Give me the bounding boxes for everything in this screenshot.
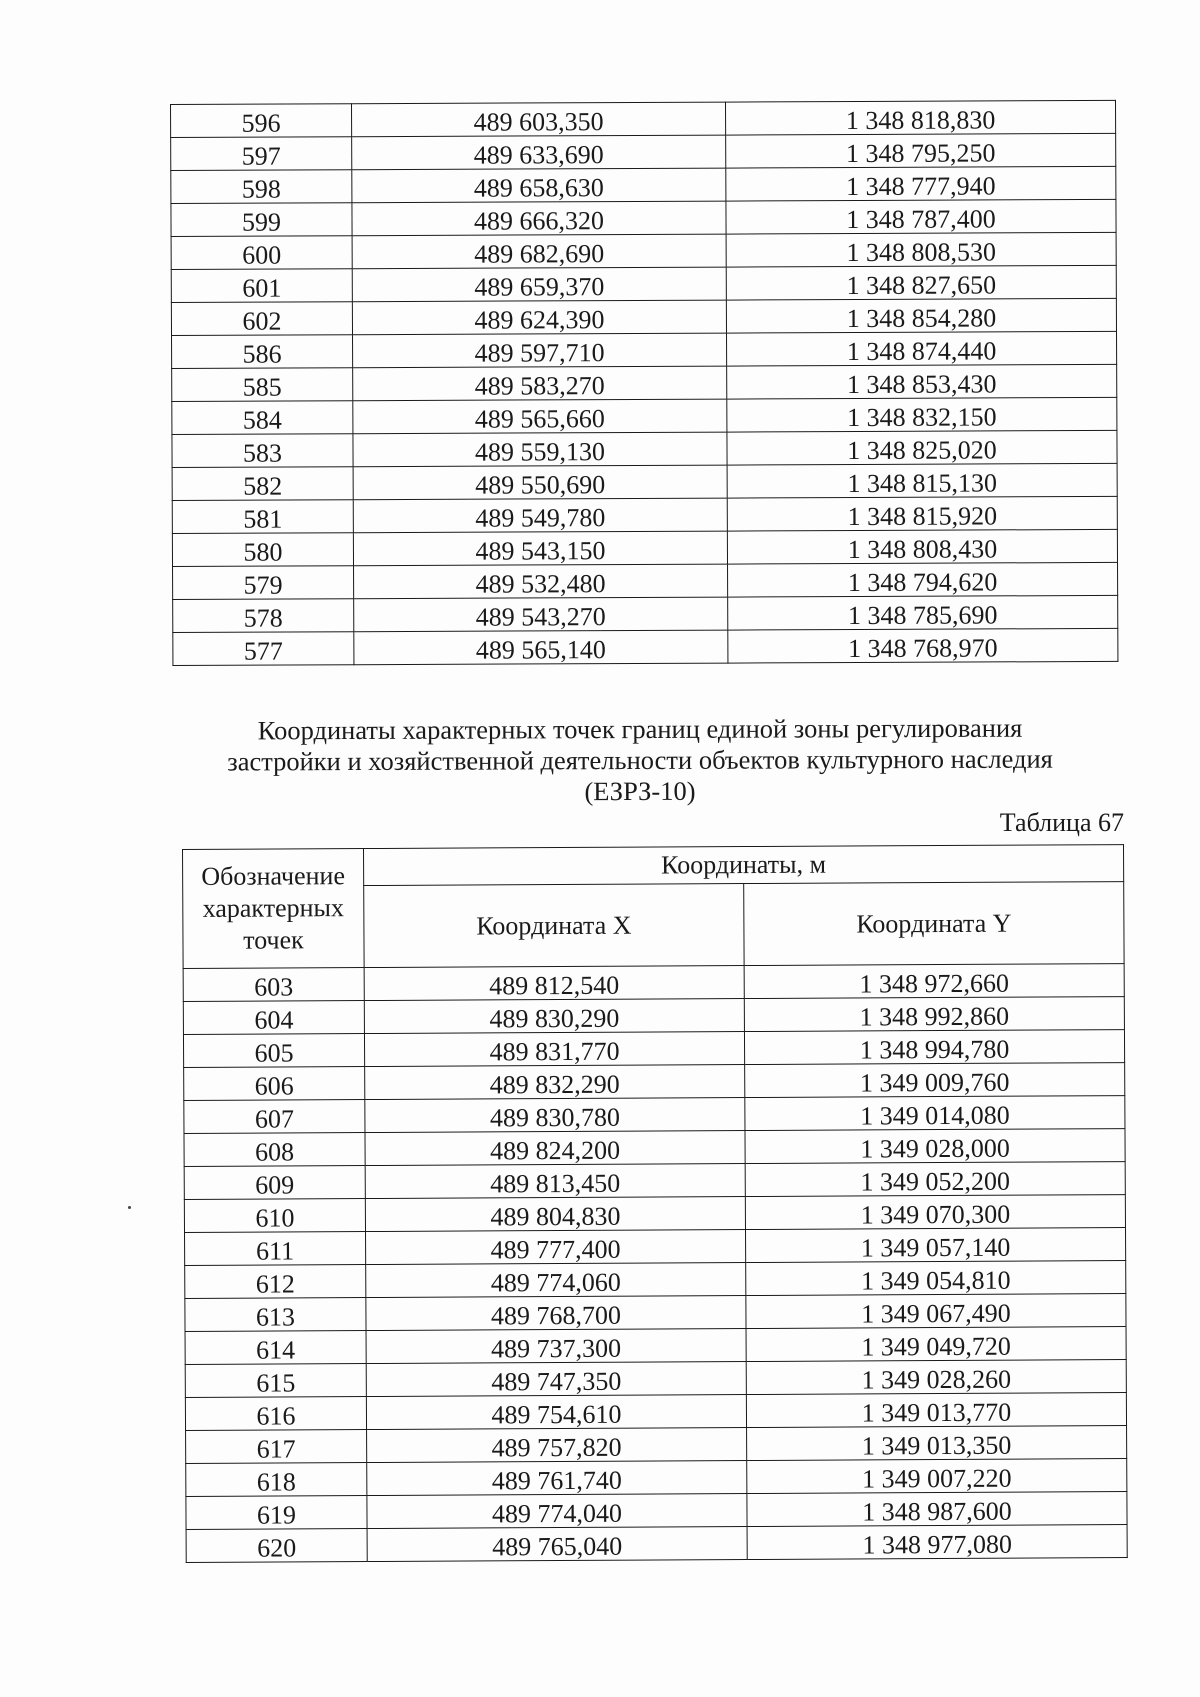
point-number-cell: 620 xyxy=(186,1529,367,1563)
header-coordinate-x: Координата X xyxy=(364,884,744,968)
coordinate-y-cell: 1 348 777,940 xyxy=(726,166,1116,201)
table-row xyxy=(172,397,1117,434)
table-row xyxy=(186,1492,1127,1530)
coordinate-x-cell: 489 774,040 xyxy=(367,1494,747,1529)
point-number-cell: 617 xyxy=(186,1430,367,1464)
coordinate-y-cell: 1 348 815,920 xyxy=(727,496,1117,531)
coordinate-x-cell: 489 658,630 xyxy=(352,168,726,203)
coordinate-y-cell: 1 348 874,440 xyxy=(727,331,1117,366)
point-number-cell: 597 xyxy=(171,137,352,171)
table-row xyxy=(184,1096,1125,1134)
coordinate-y-cell: 1 348 818,830 xyxy=(725,100,1115,135)
coordinates-table-continued-body xyxy=(171,100,1118,665)
coordinate-x-cell: 489 565,660 xyxy=(353,399,727,434)
header-point-designation xyxy=(183,849,365,969)
point-number-cell: 603 xyxy=(183,968,364,1002)
coordinate-y-cell: 1 348 853,430 xyxy=(727,364,1117,399)
point-number-cell: 582 xyxy=(172,467,353,501)
table-row xyxy=(184,1063,1125,1101)
coordinates-table-67-body xyxy=(183,964,1127,1563)
coordinate-y-cell: 1 349 014,080 xyxy=(745,1096,1125,1131)
header-point-designation-line-2: характерных xyxy=(202,893,345,924)
coordinates-table-67 xyxy=(182,844,1128,1563)
table-row xyxy=(186,1459,1127,1497)
point-number-cell: 579 xyxy=(173,566,354,600)
coordinate-y-cell: 1 348 785,690 xyxy=(728,595,1118,630)
coordinate-x-cell: 489 830,290 xyxy=(364,999,744,1034)
table-row xyxy=(185,1228,1126,1266)
point-number-cell: 584 xyxy=(172,401,353,435)
table-row xyxy=(171,265,1116,302)
point-number-cell: 602 xyxy=(171,302,352,336)
coordinate-y-cell: 1 348 972,660 xyxy=(744,964,1124,999)
coordinate-x-cell: 489 768,700 xyxy=(366,1296,746,1331)
table-row xyxy=(183,997,1124,1035)
coordinate-y-cell: 1 348 992,860 xyxy=(744,997,1124,1032)
coordinate-x-cell: 489 666,320 xyxy=(352,201,726,236)
table-row xyxy=(172,331,1117,368)
coordinate-y-cell: 1 349 054,810 xyxy=(746,1261,1126,1296)
table-row xyxy=(185,1294,1126,1332)
scan-speck xyxy=(128,1206,131,1209)
coordinate-x-cell: 489 583,270 xyxy=(353,366,727,401)
point-number-cell: 577 xyxy=(173,632,354,666)
coordinate-x-cell: 489 559,130 xyxy=(353,432,727,467)
coordinate-x-cell: 489 603,350 xyxy=(352,102,726,137)
table-row xyxy=(184,1129,1125,1167)
coordinate-y-cell: 1 348 987,600 xyxy=(747,1492,1127,1527)
section-heading-line-1: Координаты характерных точек границ единой зоны регулирования xyxy=(257,712,1023,746)
coordinate-y-cell: 1 348 768,970 xyxy=(728,628,1118,663)
coordinate-x-cell: 489 543,270 xyxy=(354,597,728,632)
coordinate-y-cell: 1 349 013,770 xyxy=(746,1393,1126,1428)
table-row xyxy=(185,1360,1126,1398)
coordinate-y-cell: 1 349 028,000 xyxy=(745,1129,1125,1164)
coordinate-y-cell: 1 348 808,430 xyxy=(727,529,1117,564)
point-number-cell: 581 xyxy=(172,500,353,534)
header-coordinates-m: Координаты, м xyxy=(364,845,1124,886)
coordinate-x-cell: 489 813,450 xyxy=(365,1164,745,1199)
coordinate-x-cell: 489 659,370 xyxy=(352,267,726,302)
table-row xyxy=(171,199,1116,236)
coordinate-y-cell: 1 349 070,300 xyxy=(745,1195,1125,1230)
coordinate-x-cell: 489 804,830 xyxy=(365,1197,745,1232)
coordinate-x-cell: 489 549,780 xyxy=(353,498,727,533)
table-row xyxy=(172,496,1117,533)
coordinate-y-cell: 1 348 832,150 xyxy=(727,397,1117,432)
coordinate-x-cell: 489 774,060 xyxy=(366,1263,746,1298)
coordinate-y-cell: 1 349 057,140 xyxy=(746,1228,1126,1263)
table-row xyxy=(186,1426,1127,1464)
coordinate-x-cell: 489 747,350 xyxy=(366,1362,746,1397)
point-number-cell: 585 xyxy=(172,368,353,402)
point-number-cell: 586 xyxy=(172,335,353,369)
coordinate-y-cell: 1 348 787,400 xyxy=(726,199,1116,234)
coordinate-x-cell: 489 550,690 xyxy=(353,465,727,500)
point-number-cell: 600 xyxy=(171,236,352,270)
coordinate-y-cell: 1 349 067,490 xyxy=(746,1294,1126,1329)
point-number-cell: 615 xyxy=(185,1364,366,1398)
table-row xyxy=(171,298,1116,335)
coordinate-x-cell: 489 543,150 xyxy=(353,531,727,566)
header-coordinate-y: Координата Y xyxy=(744,882,1124,966)
table-row xyxy=(184,1162,1125,1200)
point-number-cell: 578 xyxy=(173,599,354,633)
coordinate-y-cell: 1 348 994,780 xyxy=(744,1030,1124,1065)
table-row xyxy=(172,529,1117,566)
table-row xyxy=(173,562,1118,599)
point-number-cell: 608 xyxy=(184,1133,365,1167)
coordinate-y-cell: 1 348 825,020 xyxy=(727,430,1117,465)
point-number-cell: 610 xyxy=(184,1199,365,1233)
point-number-cell: 580 xyxy=(172,533,353,567)
point-number-cell: 601 xyxy=(171,269,352,303)
header-point-designation-line-3: точек xyxy=(243,925,304,955)
coordinates-table-continued xyxy=(170,100,1118,666)
coordinate-x-cell: 489 737,300 xyxy=(366,1329,746,1364)
point-number-cell: 616 xyxy=(185,1397,366,1431)
section-heading-line-3: (ЕЗРЗ-10) xyxy=(584,775,696,807)
coordinate-x-cell: 489 633,690 xyxy=(352,135,726,170)
table-row xyxy=(171,166,1116,203)
table-row xyxy=(172,430,1117,467)
point-number-cell: 618 xyxy=(186,1463,367,1497)
table-row xyxy=(185,1327,1126,1365)
point-number-cell: 605 xyxy=(183,1034,364,1068)
coordinate-x-cell: 489 682,690 xyxy=(352,234,726,269)
coordinate-x-cell: 489 812,540 xyxy=(364,966,744,1001)
header-point-designation-line-1: Обозначение xyxy=(201,861,346,892)
point-number-cell: 604 xyxy=(183,1001,364,1035)
point-number-cell: 612 xyxy=(185,1265,366,1299)
point-number-cell: 606 xyxy=(184,1067,365,1101)
coordinate-x-cell: 489 824,200 xyxy=(365,1131,745,1166)
coordinate-y-cell: 1 348 854,280 xyxy=(726,298,1116,333)
coordinate-x-cell: 489 765,040 xyxy=(367,1527,747,1562)
coordinate-x-cell: 489 565,140 xyxy=(354,630,728,665)
coordinate-x-cell: 489 757,820 xyxy=(367,1428,747,1463)
coordinate-y-cell: 1 349 007,220 xyxy=(747,1459,1127,1494)
table-row xyxy=(171,232,1116,269)
coordinate-y-cell: 1 348 815,130 xyxy=(727,463,1117,498)
point-number-cell: 596 xyxy=(171,104,352,138)
table-row xyxy=(186,1525,1127,1563)
section-heading-line-2: застройки и хозяйственной деятельности объектов культурного наследия xyxy=(227,743,1053,777)
point-number-cell: 598 xyxy=(171,170,352,204)
table-row xyxy=(184,1195,1125,1233)
coordinate-y-cell: 1 349 009,760 xyxy=(745,1063,1125,1098)
coordinate-x-cell: 489 831,770 xyxy=(364,1032,744,1067)
table-row xyxy=(185,1261,1126,1299)
table-number-label: Таблица 67 xyxy=(999,808,1124,837)
coordinate-y-cell: 1 348 827,650 xyxy=(726,265,1116,300)
coordinate-y-cell: 1 349 052,200 xyxy=(745,1162,1125,1197)
coordinate-x-cell: 489 830,780 xyxy=(365,1098,745,1133)
point-number-cell: 613 xyxy=(185,1298,366,1332)
table-row xyxy=(171,100,1116,137)
table-row xyxy=(173,595,1118,632)
coordinate-x-cell: 489 777,400 xyxy=(366,1230,746,1265)
table-row xyxy=(171,133,1116,170)
coordinate-y-cell: 1 349 013,350 xyxy=(747,1426,1127,1461)
coordinate-y-cell: 1 348 808,530 xyxy=(726,232,1116,267)
point-number-cell: 614 xyxy=(185,1331,366,1365)
coordinate-y-cell: 1 349 028,260 xyxy=(746,1360,1126,1395)
coordinate-y-cell: 1 348 794,620 xyxy=(728,562,1118,597)
table-row xyxy=(172,364,1117,401)
table-row xyxy=(185,1393,1126,1431)
point-number-cell: 609 xyxy=(184,1166,365,1200)
coordinate-y-cell: 1 348 977,080 xyxy=(747,1525,1127,1560)
coordinate-x-cell: 489 597,710 xyxy=(353,333,727,368)
coordinates-table-67-header xyxy=(183,845,1125,969)
point-number-cell: 611 xyxy=(185,1232,366,1266)
point-number-cell: 599 xyxy=(171,203,352,237)
coordinate-y-cell: 1 349 049,720 xyxy=(746,1327,1126,1362)
coordinate-x-cell: 489 754,610 xyxy=(366,1395,746,1430)
coordinate-x-cell: 489 832,290 xyxy=(365,1065,745,1100)
point-number-cell: 619 xyxy=(186,1496,367,1530)
table-row xyxy=(173,628,1118,665)
point-number-cell: 607 xyxy=(184,1100,365,1134)
table-row xyxy=(183,964,1124,1002)
table-row xyxy=(172,463,1117,500)
coordinate-x-cell: 489 624,390 xyxy=(352,300,726,335)
coordinate-x-cell: 489 532,480 xyxy=(354,564,728,599)
coordinate-y-cell: 1 348 795,250 xyxy=(726,133,1116,168)
coordinate-x-cell: 489 761,740 xyxy=(367,1461,747,1496)
point-number-cell: 583 xyxy=(172,434,353,468)
table-row xyxy=(183,1030,1124,1068)
